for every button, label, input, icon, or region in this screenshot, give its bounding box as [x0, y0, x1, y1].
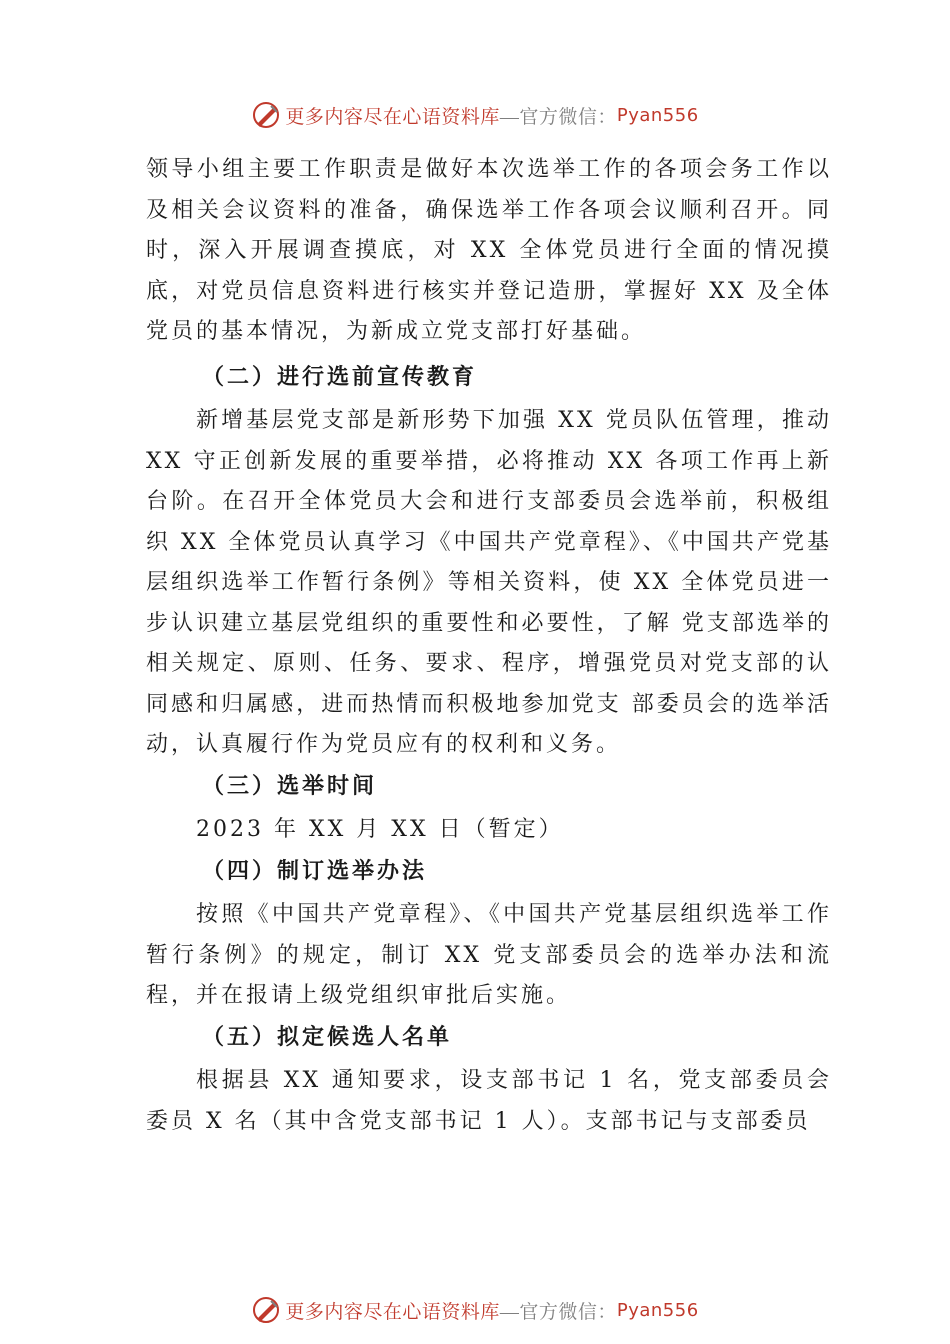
heading-3: （三）选举时间: [202, 772, 378, 799]
paragraph-1: 领导小组主要工作职责是做好本次选举工作的各项会务工作以及相关会议资料的准备，确保选举工作各项会议顺利召开。同时，深入开展调查摸底，对 XX 全体党员进行全面的情况摸底，对党员信息资料进行核实并登记造册，掌握好 XX 及全体党员的基本情况，为新成立党支部打好基础。: [146, 157, 832, 344]
watermark-banner-top: [0, 95, 950, 135]
heading-5: （五）拟定候选人名单: [202, 1023, 453, 1050]
brush-logo-icon: [251, 100, 281, 130]
document-body: [146, 150, 832, 1142]
banner-gray-text: —官方微信：: [499, 1301, 617, 1323]
banner-wechat-id: Pyan556: [616, 1299, 699, 1321]
paragraph-4: 按照《中国共产党章程》、《中国共产党基层组织选举工作暂行条例》的规定，制订 XX 党支部委员会的选举办法和流程，并在报请上级党组织审批后实施。: [146, 902, 832, 1008]
paragraph-2: 新增基层党支部是新形势下加强 XX 党员队伍管理，推动 XX 守正创新发展的重要举措，必将推动 XX 各项工作再上新台阶。在召开全体党员大会和进行支部委员会选举前，积极组织 XX 全体党员认真学习《中国共产党章程》、《中国共产党基层组织选举工作暂行条例》等相关资料，使 XX 全体党员进一步认识建立基层党组织的重要性和必要性，了解 党支部选举的相关规定、原则、任务、要求、程序，增强党员对党支部的认同感和归属感，进而热情而积极地参加党支 部委员会的选举活动，认真履行作为党员应有的权利和义务。: [146, 408, 832, 757]
banner-red-text: 更多内容尽在心语资料库: [285, 1300, 500, 1323]
banner-gray-text: —官方微信：: [499, 106, 617, 128]
paragraph-3: 2023 年 XX 月 XX 日（暂定）: [196, 817, 564, 842]
paragraph-5: 根据县 XX 通知要求，设支部书记 1 名，党支部委员会委员 X 名（其中含党支部书记 1 人）。支部书记与支部委员: [146, 1068, 832, 1134]
brush-logo-icon: [251, 1295, 281, 1325]
watermark-banner-bottom: [0, 1290, 950, 1330]
heading-4: （四）制订选举办法: [202, 857, 428, 884]
heading-2: （二）进行选前宣传教育: [202, 363, 478, 390]
banner-red-text: 更多内容尽在心语资料库: [285, 105, 500, 128]
banner-wechat-id: Pyan556: [616, 104, 699, 126]
